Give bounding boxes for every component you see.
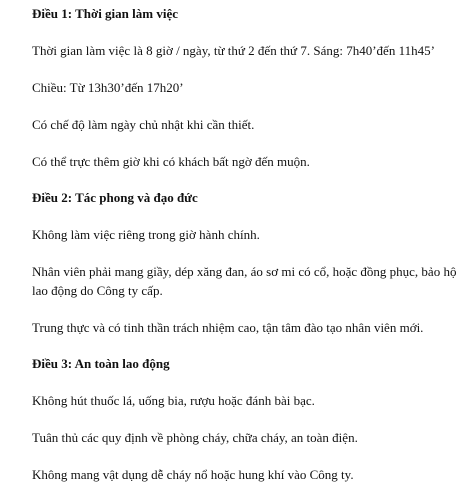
paragraph-overtime: Có thể trực thêm giờ khi có khách bất ngờ đến muộn. [32,154,310,169]
paragraph-working-hours: Thời gian làm việc là 8 giờ / ngày, từ thứ 2 đến thứ 7. Sáng: 7h40’đến 11h45’ [32,43,435,58]
section-heading-1: Điều 1: Thời gian làm việc [32,6,178,21]
document-body [32,6,468,484]
paragraph-no-smoking: Không hút thuốc lá, uống bia, rượu hoặc đánh bài bạc. [32,393,315,408]
section-heading-3: Điều 3: An toàn lao động [32,356,170,371]
section-heading-2: Điều 2: Tác phong và đạo đức [32,190,198,205]
paragraph-dress-code: Nhân viên phải mang giầy, dép xăng đan, áo sơ mi có cổ, hoặc đồng phục, bảo hộ lao động do Công ty cấp. [32,264,457,298]
paragraph-no-hazards: Không mang vật dụng dễ cháy nổ hoặc hung khí vào Công ty. [32,467,354,482]
paragraph-fire-safety: Tuân thủ các quy định về phòng cháy, chữa cháy, an toàn điện. [32,430,358,445]
paragraph-no-personal-work: Không làm việc riêng trong giờ hành chính. [32,227,260,242]
paragraph-honesty: Trung thực và có tinh thần trách nhiệm cao, tận tâm đào tạo nhân viên mới. [32,320,424,335]
paragraph-sunday-work: Có chế độ làm ngày chủ nhật khi cần thiết. [32,117,255,132]
paragraph-afternoon-hours: Chiều: Từ 13h30’đến 17h20’ [32,80,184,95]
